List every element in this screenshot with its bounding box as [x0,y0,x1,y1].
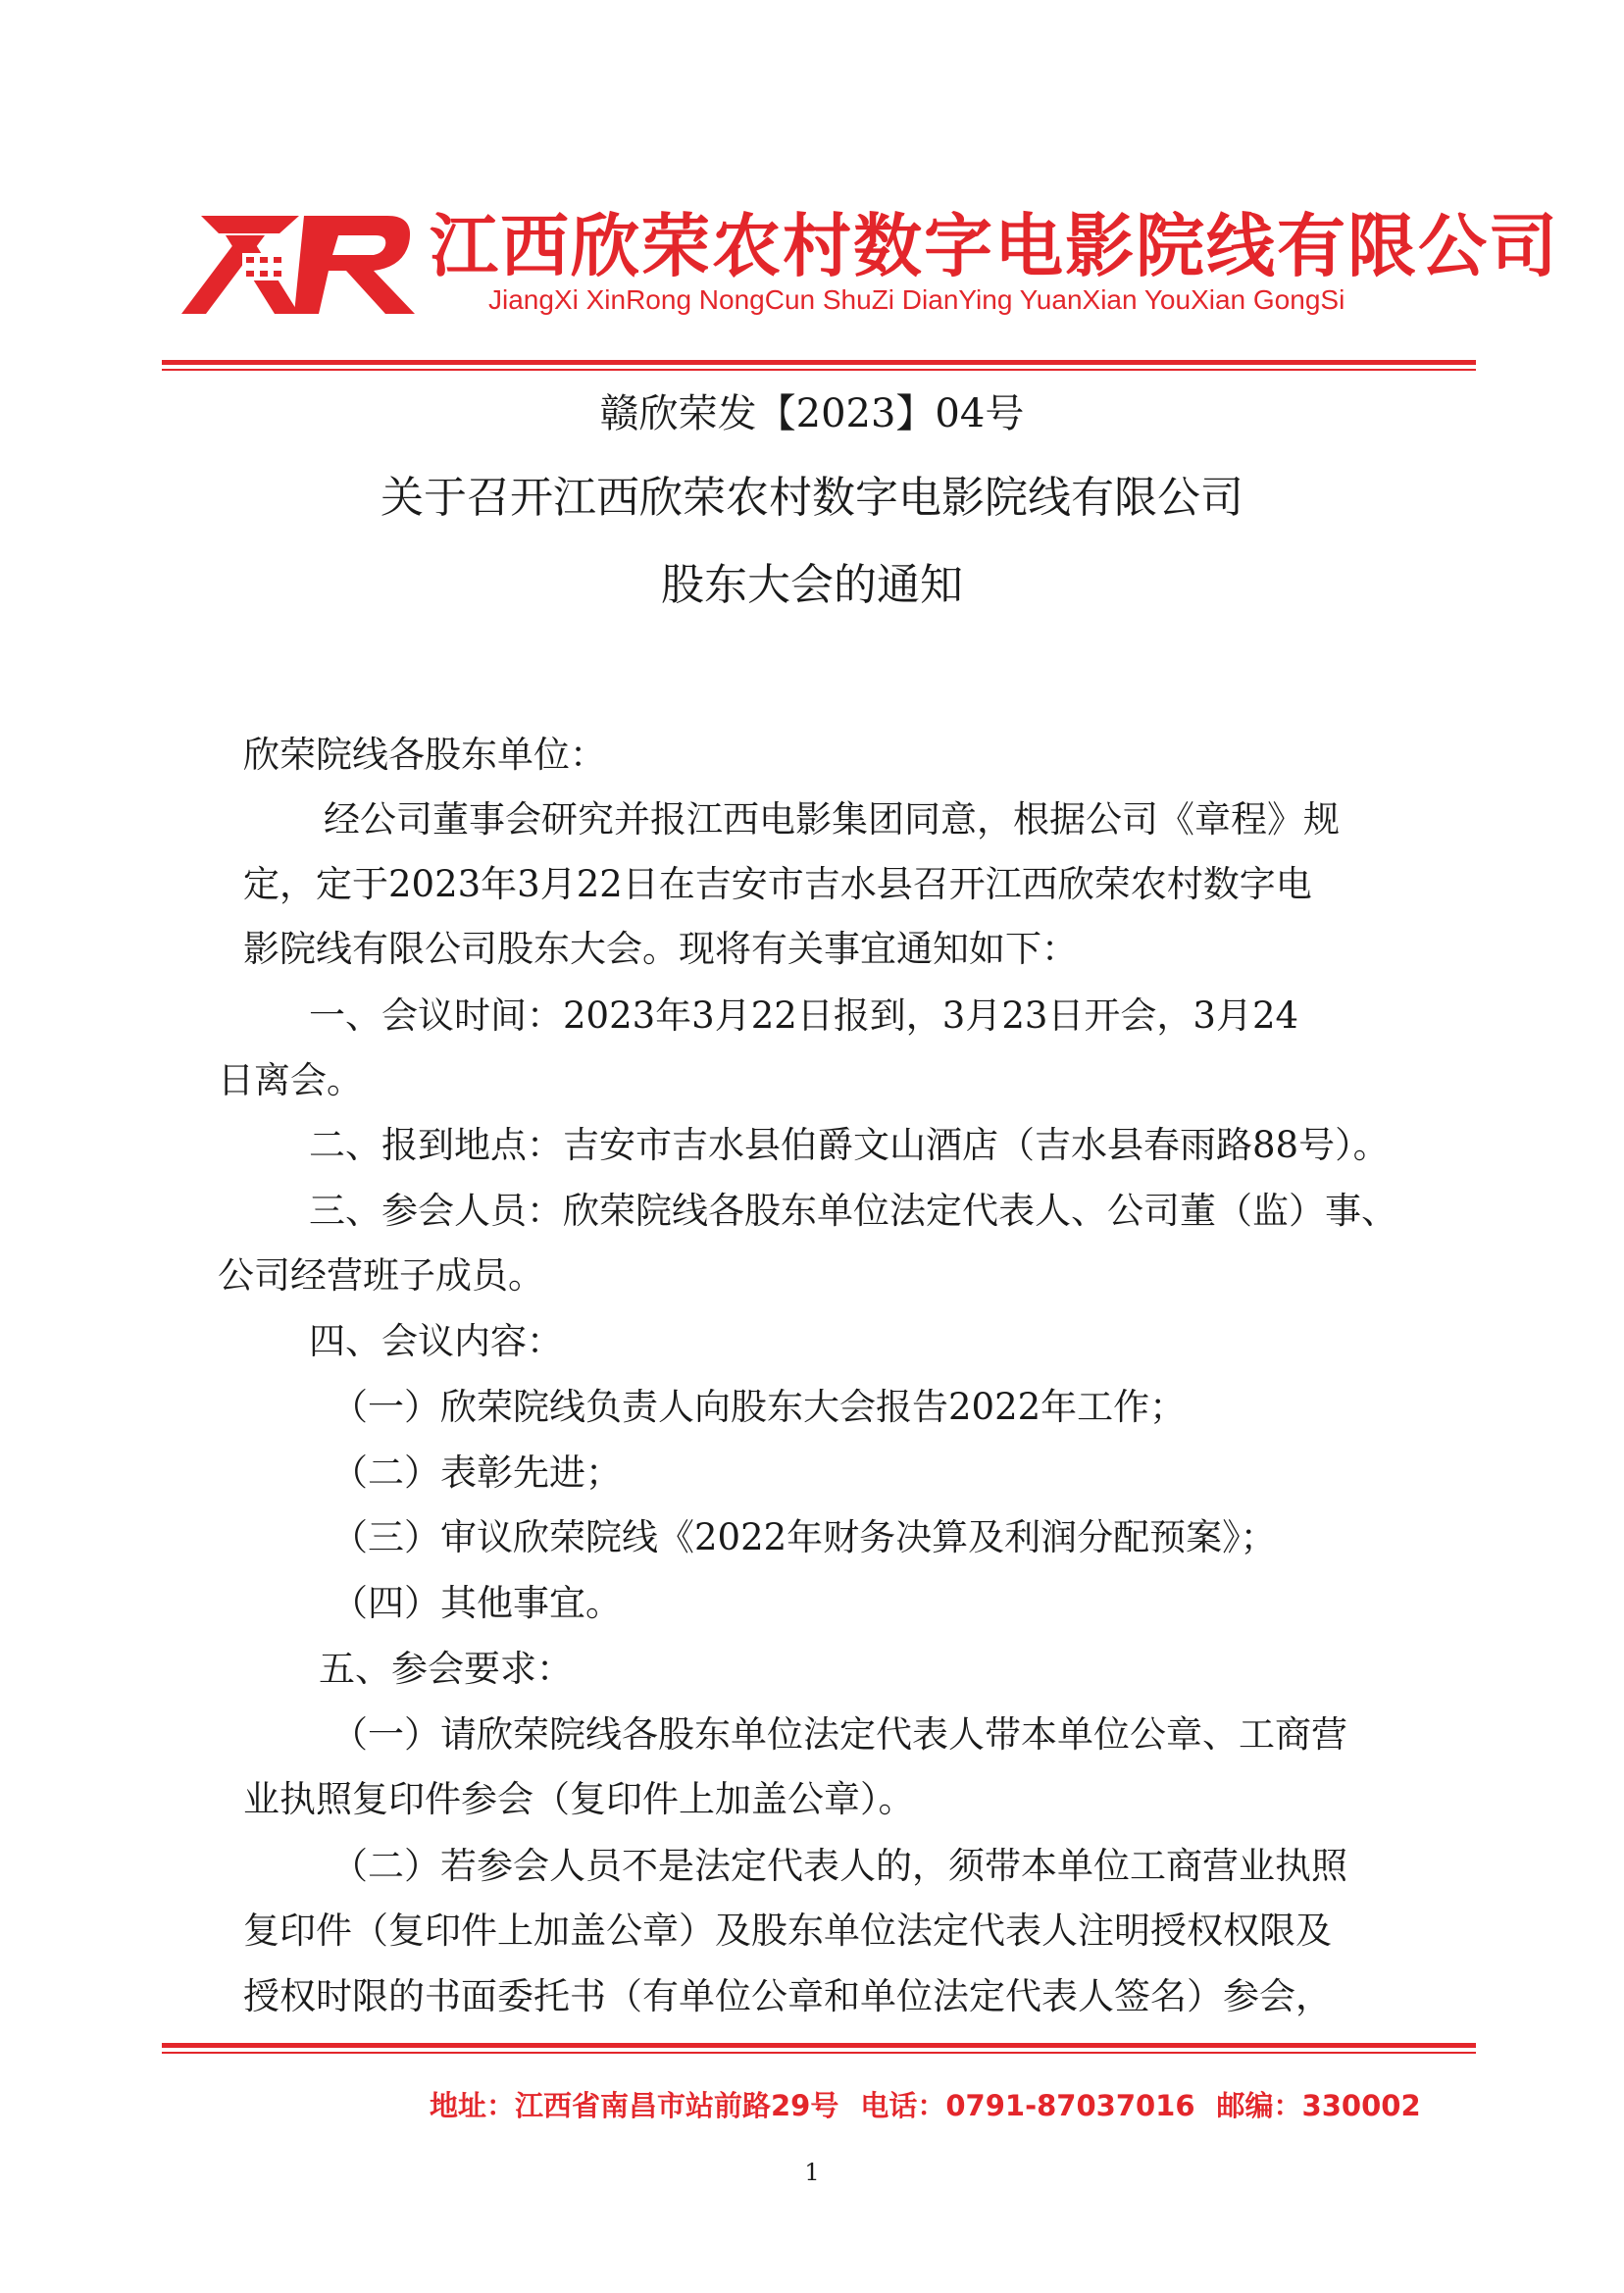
footer-postcode: 邮编：330002 [1216,2089,1421,2122]
item4-sub-2: （二）表彰先进； [331,1452,622,1494]
item3-line-a: 三、参会人员：欣荣院线各股东单位法定代表人、公司董（监）事、 [309,1190,1397,1232]
company-name-cn: 江西欣荣农村数字电影院线有限公司 [430,206,1559,286]
header-rule-thin [162,369,1476,371]
company-name-en: JiangXi XinRong NongCun ShuZi DianYing YuanXian YouXian GongSi [488,284,1345,315]
greeting: 欣荣院线各股东单位： [243,734,606,776]
item1-line-b: 日离会。 [218,1059,363,1101]
footer-rule-thick [162,2043,1476,2048]
item3-line-b: 公司经营班子成员。 [218,1254,544,1297]
item4-sub-4: （四）其他事宜。 [331,1582,622,1624]
item5-sub-2-line-c: 授权时限的书面委托书（有单位公章和单位法定代表人签名）参会， [243,1975,1332,2017]
item5-sub-1-line-b: 业执照复印件参会（复印件上加盖公章）。 [243,1778,915,1820]
item5-sub-2-line-a: （二）若参会人员不是法定代表人的，须带本单位工商营业执照 [331,1845,1347,1887]
item2-line: 二、报到地点：吉安市吉水县伯爵文山酒店（吉水县春雨路88号）。 [309,1124,1390,1166]
page-number: 1 [804,2159,820,2186]
item4-sub-3: （三）审议欣荣院线《2022年财务决算及利润分配预案》； [331,1516,1277,1558]
item5-sub-1-line-a: （一）请欣荣院线各股东单位法定代表人带本单位公章、工商营 [331,1713,1347,1756]
document-title-line2: 股东大会的通知 [661,560,963,610]
document-title-line1: 关于召开江西欣荣农村数字电影院线有限公司 [381,473,1243,523]
intro-line-1: 经公司董事会研究并报江西电影集团同意，根据公司《章程》规 [324,798,1340,841]
intro-line-2: 定，定于2023年3月22日在吉安市吉水县召开江西欣荣农村数字电 [243,863,1312,905]
xr-film-logo-icon [181,206,417,324]
intro-line-3: 影院线有限公司股东大会。现将有关事宜通知如下： [243,928,1078,970]
item5-heading: 五、参会要求： [319,1648,573,1690]
item5-sub-2-line-b: 复印件（复印件上加盖公章）及股东单位法定代表人注明授权权限及 [243,1910,1332,1952]
item4-heading: 四、会议内容： [309,1320,563,1362]
footer-address: 地址：江西省南昌市站前路29号 [430,2089,839,2122]
document-number: 赣欣荣发【2023】04号 [599,391,1025,436]
footer-rule-thin [162,2052,1476,2054]
header-rule-thick [162,360,1476,365]
item4-sub-1: （一）欣荣院线负责人向股东大会报告2022年工作； [331,1386,1187,1428]
item1-line-a: 一、会议时间：2023年3月22日报到，3月23日开会，3月24 [309,994,1299,1037]
footer-phone: 电话：0791-87037016 [860,2089,1195,2122]
footer-contact [430,2084,1479,2127]
